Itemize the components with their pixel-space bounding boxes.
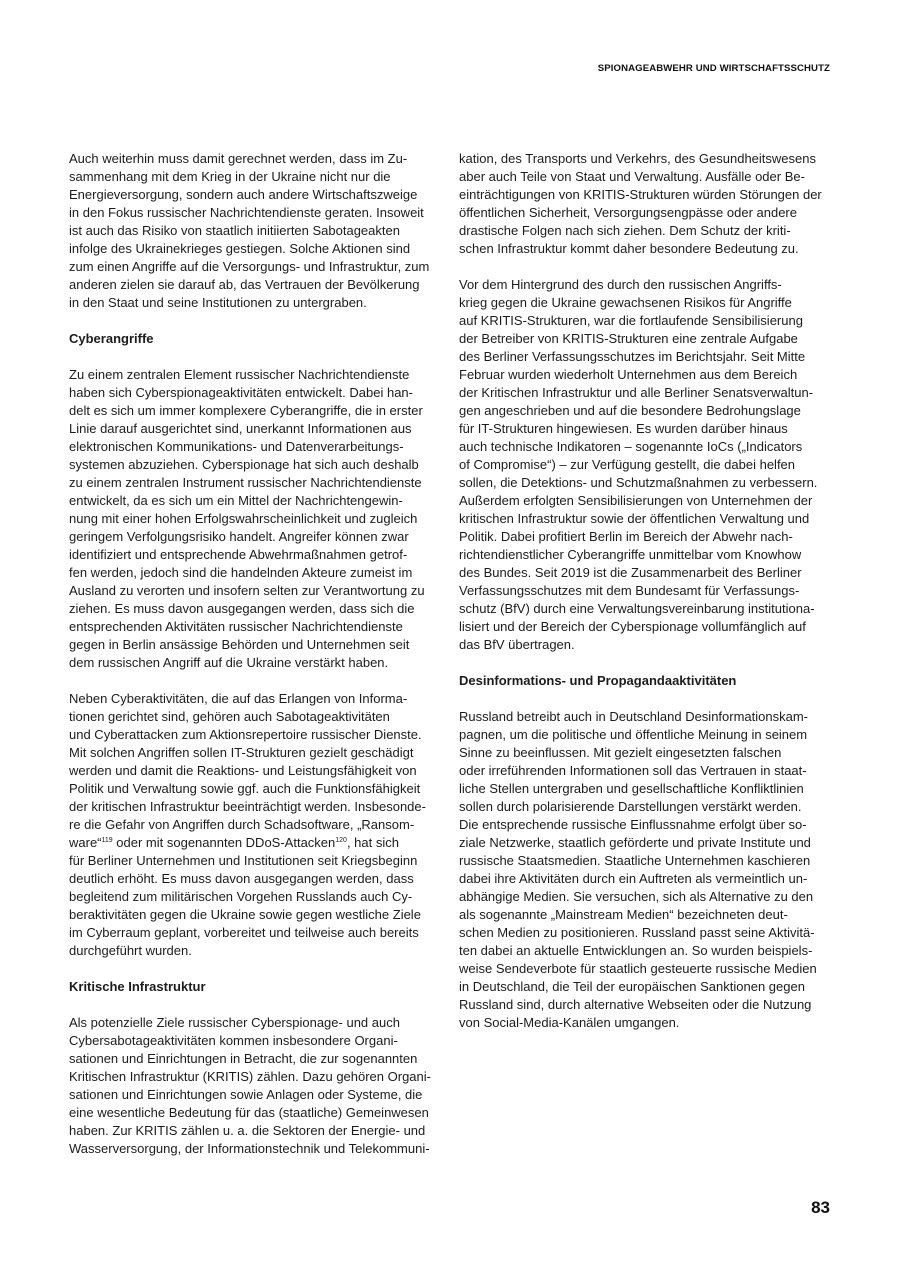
paragraph-kritis-sektoren	[459, 150, 831, 258]
text-line: durchgeführt wurden.	[69, 943, 192, 958]
text-line: sammenhang mit dem Krieg in der Ukraine nicht nur die	[69, 169, 391, 184]
text-line: öffentlichen Sicherheit, Versorgungsengpässe oder andere	[459, 205, 797, 220]
text-line: nung mit einer hohen Erfolgswahrscheinlichkeit und zugleich	[69, 511, 418, 526]
text-line: einträchtigungen von KRITIS-Strukturen würden Störungen der	[459, 187, 822, 202]
text-line: Neben Cyberaktivitäten, die auf das Erlangen von Informa-	[69, 691, 408, 706]
text-fragment: , hat sich	[346, 835, 399, 850]
text-line: sollen durch polarisierende Darstellungen verstärkt werden.	[459, 799, 802, 814]
text-line: für IT-Strukturen hingewiesen. Es wurden darüber hinaus	[459, 421, 788, 436]
text-line: of Compromise“) – zur Verfügung gestellt, die dabei helfen	[459, 457, 796, 472]
text-line: Energieversorgung, sondern auch andere Wirtschaftszweige	[69, 187, 418, 202]
text-line: des Berliner Verfassungsschutzes im Berichtsjahr. Seit Mitte	[459, 349, 806, 364]
heading-kritische-infrastruktur: Kritische Infrastruktur	[69, 979, 206, 994]
text-line: lisiert und der Bereich der Cyberspionage vollumfänglich auf	[459, 619, 806, 634]
text-line: gen angeschrieben und auf die besondere Bedrohungslage	[459, 403, 801, 418]
text-line: pagnen, um die politische und öffentliche Meinung in seinem	[459, 727, 808, 742]
left-column	[69, 150, 441, 1176]
heading-desinformation: Desinformations- und Propagandaaktivitäten	[459, 673, 737, 688]
text-line: ist auch das Risiko von staatlich initiierten Sabotageakten	[69, 223, 400, 238]
page-number: 83	[811, 1198, 830, 1217]
text-line: infolge des Ukrainekrieges gestiegen. Solche Aktionen sind	[69, 241, 411, 256]
footnote-ref-120[interactable]: 120	[335, 837, 347, 844]
text-line: schutz (BfV) durch eine Verwaltungsvereinbarung institutiona-	[459, 601, 815, 616]
text-line: ten dabei an aktuelle Entwicklungen an. So wurden beispiels-	[459, 943, 813, 958]
text-line: weise Sendeverbote für staatlich gesteuerte russische Medien	[459, 961, 817, 976]
text-line: drastische Folgen nach sich ziehen. Dem Schutz der kriti-	[459, 223, 791, 238]
text-line: ziehen. Es muss davon ausgegangen werden, dass sich die	[69, 601, 415, 616]
text-line: sollen, die Detektions- und Schutzmaßnahmen zu verbessern.	[459, 475, 818, 490]
text-line: ziale Netzwerke, staatlich geförderte und private Institute und	[459, 835, 811, 850]
text-line: liche Stellen untergraben und gesellschaftliche Konfliktlinien	[459, 781, 804, 796]
text-line: russische Staatsmedien. Staatliche Unternehmen kaschieren	[459, 853, 811, 868]
text-line: oder irreführenden Informationen soll das Vertrauen in staat-	[459, 763, 807, 778]
heading-cyberangriffe: Cyberangriffe	[69, 331, 154, 346]
footnote-ref-119[interactable]: 119	[101, 837, 113, 844]
text-line: Cybersabotageaktivitäten kommen insbesondere Organi-	[69, 1033, 398, 1048]
paragraph-kritis-ziele	[69, 1014, 441, 1158]
text-line: aber auch Teile von Staat und Verwaltung. Ausfälle oder Be-	[459, 169, 805, 184]
text-line: begleitend zum militärischen Vorgehen Russlands auch Cy-	[69, 889, 413, 904]
text-line: und Cyberattacken zum Aktionsrepertoire russischer Dienste.	[69, 727, 422, 742]
text-line: re die Gefahr von Angriffen durch Schadsoftware, „Ransom-	[69, 817, 415, 832]
running-header: SPIONAGEABWEHR UND WIRTSCHAFTSSCHUTZ	[597, 63, 830, 74]
text-line: geringem Verfolgungsrisiko handelt. Angreifer können zwar	[69, 529, 409, 544]
text-line: kation, des Transports und Verkehrs, des Gesundheitswesens	[459, 151, 816, 166]
text-line: Als potenzielle Ziele russischer Cyberspionage- und auch	[69, 1015, 400, 1030]
text-line: kritischen Infrastruktur sowie der öffentlichen Verwaltung und	[459, 511, 810, 526]
text-line: anderen zielen sie darauf ab, das Vertrauen der Bevölkerung	[69, 277, 420, 292]
text-line: von Social-Media-Kanälen umgangen.	[459, 1015, 680, 1030]
text-line: dem russischen Angriff auf die Ukraine verstärkt haben.	[69, 655, 389, 670]
text-line: haben. Zur KRITIS zählen u. a. die Sektoren der Energie- und	[69, 1123, 426, 1138]
text-line: abhängige Medien. Sie versuchen, sich als Alternative zu den	[459, 889, 814, 904]
text-line: Linie darauf ausgerichtet sind, unerkannt Informationen aus	[69, 421, 412, 436]
text-line: für Berliner Unternehmen und Institutionen seit Kriegsbeginn	[69, 853, 418, 868]
text-line: haben sich Cyberspionageaktivitäten entwickelt. Dabei han-	[69, 385, 413, 400]
text-line: tionen gerichtet sind, gehören auch Sabotageaktivitäten	[69, 709, 390, 724]
text-line: auf KRITIS-Strukturen, war die fortlaufende Sensibilisierung	[459, 313, 803, 328]
text-line: zu einem zentralen Instrument russischer Nachrichtendienste	[69, 475, 422, 490]
text-line: delt es sich um immer komplexere Cyberangriffe, die in erster	[69, 403, 423, 418]
paragraph-sabotage	[69, 690, 441, 960]
text-line: des Bundes. Seit 2019 ist die Zusammenarbeit des Berliner	[459, 565, 802, 580]
text-line-with-footnotes	[69, 834, 441, 852]
text-line: in den Fokus russischer Nachrichtendienste geraten. Insoweit	[69, 205, 424, 220]
text-line: Die entsprechende russische Einflussnahme erfolgt über so-	[459, 817, 807, 832]
text-line: Russland sind, durch alternative Webseiten oder die Nutzung	[459, 997, 812, 1012]
text-line: in Deutschland, die Teil der europäischen Sanktionen gegen	[459, 979, 805, 994]
text-line: Mit solchen Angriffen sollen IT-Strukturen gezielt geschädigt	[69, 745, 414, 760]
text-line: Vor dem Hintergrund des durch den russischen Angriffs-	[459, 277, 782, 292]
text-line: der Kritischen Infrastruktur und alle Berliner Senatsverwaltun-	[459, 385, 814, 400]
text-line: identifiziert und entsprechende Abwehrmaßnahmen getrof-	[69, 547, 408, 562]
text-line: Ausland zu verorten und insofern selten zur Verantwortung zu	[69, 583, 425, 598]
text-line: schen Medien zu positionieren. Russland passt seine Aktivitä-	[459, 925, 815, 940]
text-line: krieg gegen die Ukraine gewachsenen Risikos für Angriffe	[459, 295, 792, 310]
text-line: Auch weiterhin muss damit gerechnet werden, dass im Zu-	[69, 151, 408, 166]
text-line: in den Staat und seine Institutionen zu untergraben.	[69, 295, 367, 310]
text-line: elektronischen Kommunikations- und Datenverarbeitungs-	[69, 439, 404, 454]
text-line: dabei ihre Aktivitäten durch ein Auftreten als vermeintlich un-	[459, 871, 808, 886]
text-line: gegen in Berlin ansässige Behörden und Unternehmen seit	[69, 637, 410, 652]
text-line: Wasserversorgung, der Informationstechnik und Telekommuni-	[69, 1141, 430, 1156]
paragraph-cyberspionage	[69, 366, 441, 672]
text-line: der Betreiber von KRITIS-Strukturen eine zentrale Aufgabe	[459, 331, 798, 346]
text-line: Politik. Dabei profitiert Berlin im Bereich der Abwehr nach-	[459, 529, 793, 544]
text-line: sationen und Einrichtungen in Betracht, die zur sogenannten	[69, 1051, 418, 1066]
text-fragment: oder mit sogenannten DDoS-Attacken	[112, 835, 336, 850]
paragraph-sensibilisierung	[459, 276, 831, 654]
text-line: deutlich erhöht. Es muss davon ausgegangen werden, dass	[69, 871, 414, 886]
text-line: im Cyberraum geplant, vorbereitet und teilweise auch bereits	[69, 925, 419, 940]
text-line: systemen abzuziehen. Cyberspionage hat sich auch deshalb	[69, 457, 419, 472]
text-line: schen Infrastruktur kommt daher besondere Bedeutung zu.	[459, 241, 799, 256]
text-line: Sinne zu beeinflussen. Mit gezielt eingesetzten falschen	[459, 745, 782, 760]
text-line: das BfV übertragen.	[459, 637, 575, 652]
paragraph-ukraine-risk	[69, 150, 441, 312]
text-line: als sogenannte „Mainstream Medien“ bezeichneten deut-	[459, 907, 788, 922]
text-line: entwickelt, da es sich um ein Mittel der Nachrichtengewin-	[69, 493, 403, 508]
text-line: sationen und Einrichtungen sowie Anlagen oder Systeme, die	[69, 1087, 423, 1102]
text-line: Februar wurden wiederholt Unternehmen aus dem Bereich	[459, 367, 798, 382]
text-line: auch technische Indikatoren – sogenannte IoCs („Indicators	[459, 439, 803, 454]
text-line: Russland betreibt auch in Deutschland Desinformationskam-	[459, 709, 809, 724]
text-line: Kritischen Infrastruktur (KRITIS) zählen. Dazu gehören Organi-	[69, 1069, 431, 1084]
text-fragment: ware“	[69, 835, 102, 850]
text-line: zum einen Angriffe auf die Versorgungs- und Infrastruktur, zum	[69, 259, 430, 274]
text-line: Außerdem erfolgten Sensibilisierungen von Unternehmen der	[459, 493, 813, 508]
text-line: Verfassungsschutzes mit dem Bundesamt für Verfassungs-	[459, 583, 800, 598]
text-line: beraktivitäten gegen die Ukraine sowie gegen westliche Ziele	[69, 907, 421, 922]
text-line: der kritischen Infrastruktur beeinträchtigt werden. Insbesonde-	[69, 799, 426, 814]
paragraph-desinformation	[459, 708, 831, 1032]
text-line: Politik und Verwaltung sowie ggf. auch die Funktionsfähigkeit	[69, 781, 421, 796]
text-line: eine wesentliche Bedeutung für das (staatliche) Gemeinwesen	[69, 1105, 429, 1120]
text-line: entsprechenden Aktivitäten russischer Nachrichtendienste	[69, 619, 403, 634]
text-line: werden und damit die Reaktions- und Leistungsfähigkeit von	[69, 763, 417, 778]
text-line: fen werden, jedoch sind die handelnden Akteure zumeist im	[69, 565, 413, 580]
text-line: Zu einem zentralen Element russischer Nachrichtendienste	[69, 367, 410, 382]
text-line: richtendienstlicher Cyberangriffe unmittelbar vom Knowhow	[459, 547, 802, 562]
right-column	[459, 150, 831, 1050]
